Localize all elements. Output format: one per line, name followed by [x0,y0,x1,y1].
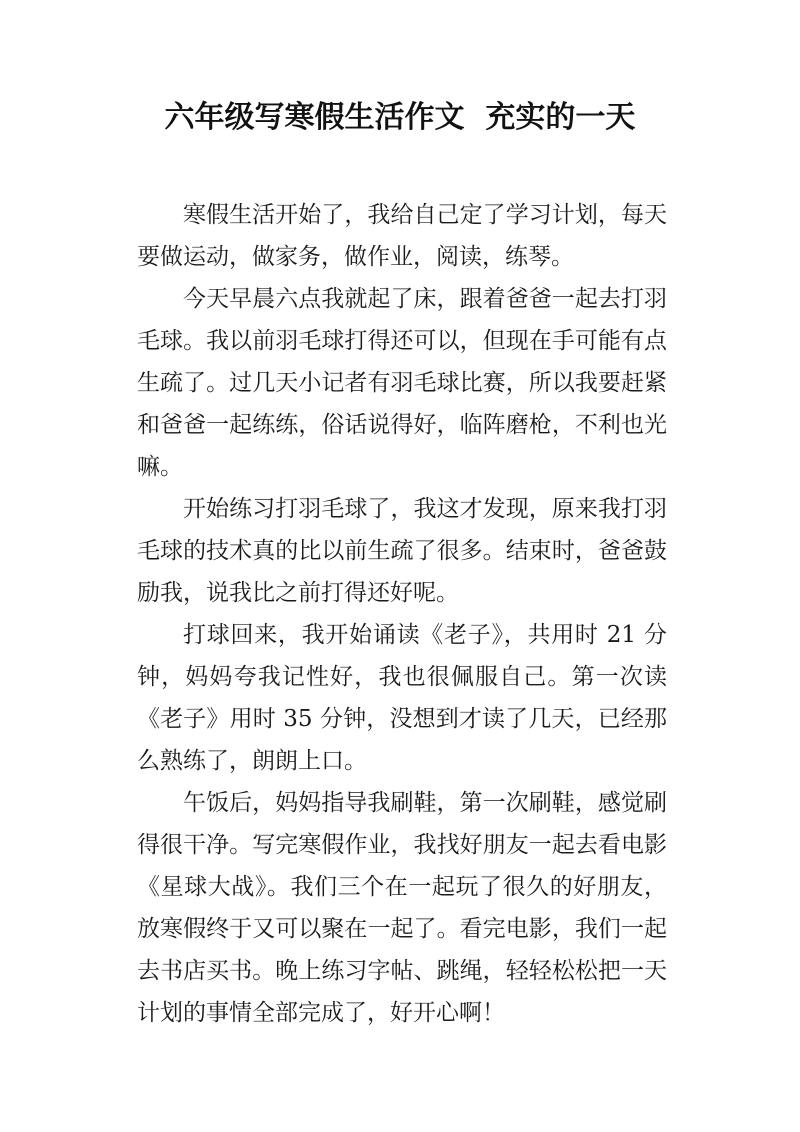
paragraph-4: 打球回来，我开始诵读《老子》，共用时 21 分钟，妈妈夸我记性好，我也很佩服自己。第一次读《老子》用时 35 分钟，没想到才读了几天，已经那么熟练了，朗朗上口。 [137,622,667,774]
paragraph-3: 开始练习打羽毛球了，我这才发现，原来我打羽毛球的技术真的比以前生疏了很多。结束时，爸爸鼓励我，说我比之前打得还好呢。 [137,496,667,606]
paragraph-2: 今天早晨六点我就起了床，跟着爸爸一起去打羽毛球。我以前羽毛球打得还可以，但现在手可能有点生疏了。过几天小记者有羽毛球比赛，所以我要赶紧和爸爸一起练练，俗话说得好，临阵磨枪，不利也光嘛。 [137,286,667,480]
document-title: 六年级写寒假生活作文 充实的一天 [164,100,636,135]
paragraph-1: 寒假生活开始了，我给自己定了学习计划，每天要做运动，做家务，做作业，阅读，练琴。 [137,202,667,270]
document-body [137,194,667,1034]
paragraph-5: 午饭后，妈妈指导我刷鞋，第一次刷鞋，感觉刷得很干净。写完寒假作业，我找好朋友一起去看电影《星球大战》。我们三个在一起玩了很久的好朋友，放寒假终于又可以聚在一起了。看完电影，我们一起去书店买书。晚上练习字帖、跳绳，轻轻松松把一天计划的事情全部完成了，好开心啊！ [137,790,667,1026]
